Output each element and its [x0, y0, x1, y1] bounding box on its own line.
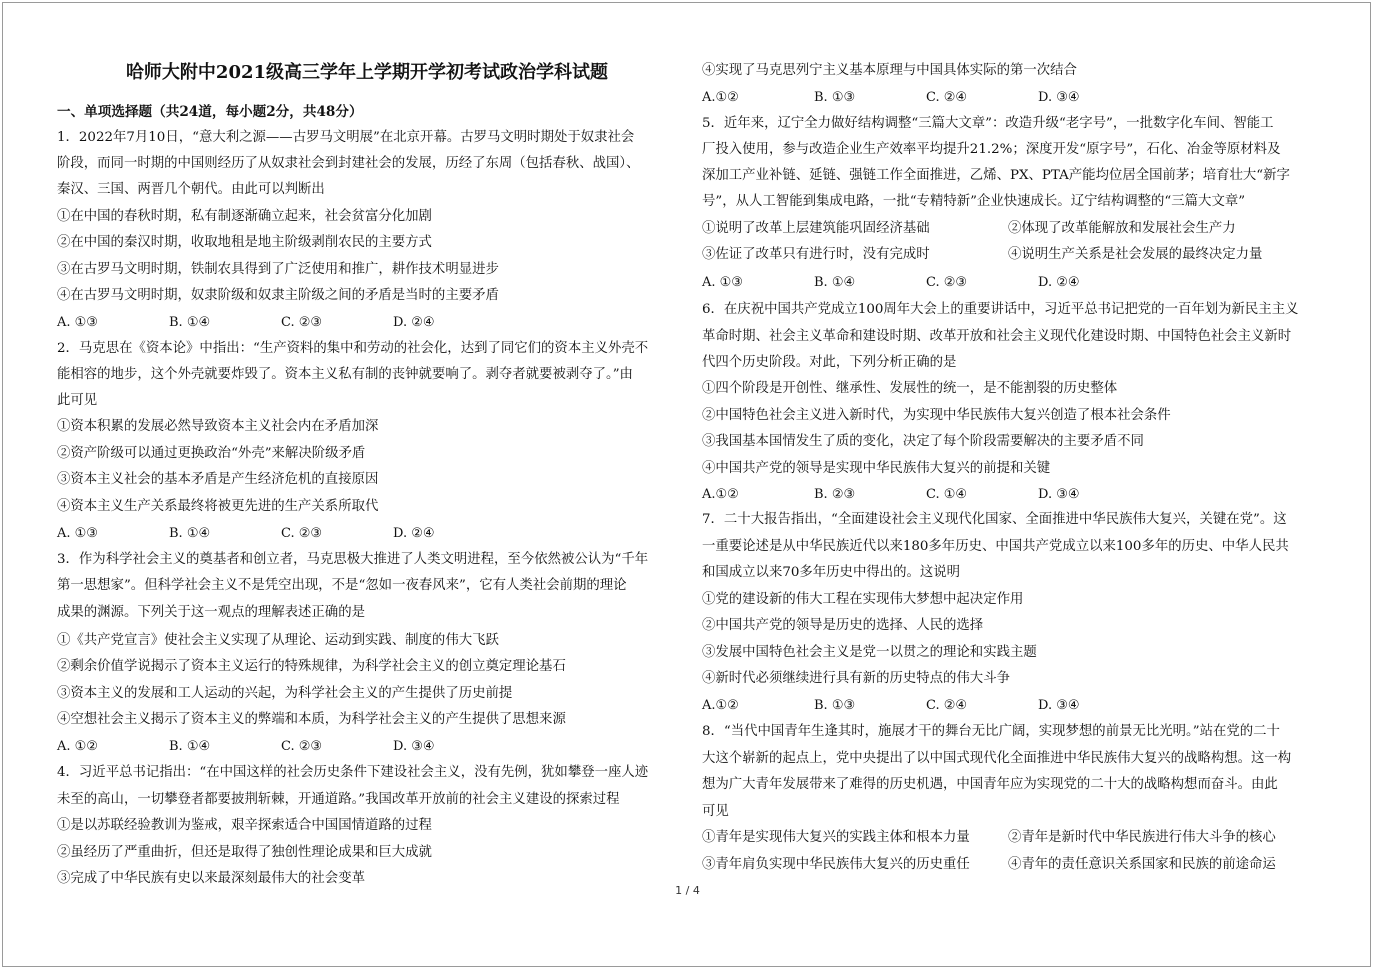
q2-statement: ①资本积累的发展必然导致资本主义社会内在矛盾加深	[57, 419, 379, 434]
option-b: B. ①③	[814, 698, 856, 713]
option-a: A.①②	[702, 487, 739, 502]
option-c: C. ②④	[926, 90, 968, 105]
option-b: B. ②③	[814, 487, 856, 502]
q1-line: 阶段，而同一时期的中国则经历了从奴隶社会到封建社会的发展，历经了东周（包括春秋、战国）、	[57, 156, 640, 171]
statement: ③佐证了改革只有进行时，没有完成时	[702, 247, 930, 262]
option-a: A.①②	[702, 698, 739, 713]
q8-line: 大这个崭新的起点上，党中央提出了以中国式现代化全面推进中华民族伟大复兴的战略构想。这一构	[702, 751, 1292, 766]
statement: ①青年是实现伟大复兴的实践主体和根本力量	[702, 830, 970, 845]
option-b: B. ①④	[169, 526, 211, 541]
q3-statement: ②剩余价值学说揭示了资本主义运行的特殊规律，为科学社会主义的创立奠定理论基石	[57, 659, 566, 674]
q7-statement: ①党的建设新的伟大工程在实现伟大梦想中起决定作用	[702, 592, 1024, 607]
q1-statement: ②在中国的秦汉时期，收取地租是地主阶级剥削农民的主要方式	[57, 235, 432, 250]
q5-line: 厂投入使用，参与改造企业生产效率平均提升21.2%；深度开发“原字号”，石化、冶金等原材料及	[702, 142, 1281, 157]
statement: ③青年肩负实现中华民族伟大复兴的历史重任	[702, 857, 970, 872]
option-d: D. ②④	[393, 315, 435, 330]
option-b: B. ①④	[814, 275, 856, 290]
q7-statement: ③发展中国特色社会主义是党一以贯之的理论和实践主题	[702, 645, 1037, 660]
q6-options	[702, 485, 1150, 505]
option-c: C. ②④	[926, 698, 968, 713]
q7-options	[702, 696, 1150, 716]
option-d: D. ③④	[1038, 487, 1080, 502]
q2-line: 能相容的地步，这个外壳就要炸毁了。资本主义私有制的丧钟就要响了。剥夺者就要被剥夺了。”由	[57, 367, 633, 382]
q2-statement: ④资本主义生产关系最终将被更先进的生产关系所取代	[57, 499, 379, 514]
q6-line: 代四个历史阶段。对此，下列分析正确的是	[702, 355, 957, 370]
option-c: C. ②③	[281, 315, 323, 330]
q1-statement: ①在中国的春秋时期，私有制逐渐确立起来，社会贫富分化加剧	[57, 209, 432, 224]
q4-line: 4．习近平总书记指出：“在中国这样的社会历史条件下建设社会主义，没有先例，犹如攀登一座人迹	[57, 765, 649, 780]
q6-statement: ③我国基本国情发生了质的变化，决定了每个阶段需要解决的主要矛盾不同	[702, 434, 1144, 449]
q8-line: 8．“当代中国青年生逢其时，施展才干的舞台无比广阔，实现梦想的前景无比光明。”站在党的二十	[702, 724, 1280, 739]
q8-line: 想为广大青年发展带来了难得的历史机遇，中国青年应为实现党的二十大的战略构想而奋斗。由此	[702, 777, 1278, 792]
section-heading: 一、单项选择题（共24道，每小题2分，共48分）	[57, 104, 363, 120]
option-b: B. ①④	[169, 315, 211, 330]
q3-line: 成果的渊源。下列关于这一观点的理解表述正确的是	[57, 605, 365, 620]
exam-title: 哈师大附中2021级高三学年上学期开学初考试政治学科试题	[125, 62, 609, 83]
q3-statement: ①《共产党宣言》使社会主义实现了从理论、运动到实践、制度的伟大飞跃	[57, 633, 499, 648]
q4-statement: ②虽经历了严重曲折，但还是取得了独创性理论成果和巨大成就	[57, 845, 432, 860]
option-c: C. ②③	[926, 275, 968, 290]
option-c: C. ②③	[281, 739, 323, 754]
q5-statement-pair	[702, 245, 1262, 265]
q4-statement: ④实现了马克思列宁主义基本原理与中国具体实际的第一次结合	[702, 63, 1077, 78]
option-a: A. ①②	[57, 739, 98, 754]
q7-statement: ④新时代必须继续进行具有新的历史特点的伟大斗争	[702, 671, 1010, 686]
q1-statement: ④在古罗马文明时期，奴隶阶级和奴隶主阶级之间的矛盾是当时的主要矛盾	[57, 288, 499, 303]
page-number: 1 / 4	[675, 884, 700, 897]
q8-statement-pair	[702, 855, 1276, 875]
q8-statement-pair	[702, 828, 1276, 848]
statement: ④说明生产关系是社会发展的最终决定力量	[1008, 247, 1263, 262]
statement: ④青年的责任意识关系国家和民族的前途命运	[1008, 857, 1276, 872]
option-a: A. ①③	[702, 275, 743, 290]
q4-statement: ①是以苏联经验教训为鉴戒，艰辛探索适合中国国情道路的过程	[57, 818, 432, 833]
q5-line: 深加工产业补链、延链、强链工作全面推进，乙烯、PX、PTA产能均位居全国前茅；培育壮大“新字	[702, 168, 1290, 183]
q3-line: 第一思想家”。但科学社会主义不是凭空出现，不是“忽如一夜春风来”，它有人类社会前期的理论	[57, 578, 627, 593]
q5-statement-pair	[702, 219, 1236, 239]
option-d: D. ②④	[1038, 275, 1080, 290]
q2-line: 2．马克思在《资本论》中指出：“生产资料的集中和劳动的社会化，达到了同它们的资本主义外壳不	[57, 341, 649, 356]
q2-options	[57, 524, 505, 544]
q3-statement: ③资本主义的发展和工人运动的兴起，为科学社会主义的产生提供了历史前提	[57, 686, 513, 701]
option-a: A.①②	[702, 90, 739, 105]
option-b: B. ①④	[169, 739, 211, 754]
q7-line: 一重要论述是从中华民族近代以来180多年历史、中国共产党成立以来100多年的历史、中华人民共	[702, 539, 1289, 554]
option-b: B. ①③	[814, 90, 856, 105]
option-d: D. ②④	[393, 526, 435, 541]
q1-line: 秦汉、三国、两晋几个朝代。由此可以判断出	[57, 182, 325, 197]
q3-statement: ④空想社会主义揭示了资本主义的弊端和本质，为科学社会主义的产生提供了思想来源	[57, 712, 566, 727]
option-d: D. ③④	[1038, 698, 1080, 713]
q4-statement: ③完成了中华民族有史以来最深刻最伟大的社会变革	[57, 871, 365, 886]
q7-statement: ②中国共产党的领导是历史的选择、人民的选择	[702, 618, 984, 633]
q5-line: 5．近年来，辽宁全力做好结构调整“三篇大文章”：改造升级“老字号”，一批数字化车间、智能工	[702, 116, 1274, 131]
q7-line: 和国成立以来70多年历史中得出的。这说明	[702, 565, 961, 580]
statement: ②体现了改革能解放和发展社会生产力	[1008, 221, 1236, 236]
option-c: C. ②③	[281, 526, 323, 541]
option-d: D. ③④	[393, 739, 435, 754]
q1-statement: ③在古罗马文明时期，铁制农具得到了广泛使用和推广，耕作技术明显进步	[57, 262, 499, 277]
statement: ②青年是新时代中华民族进行伟大斗争的核心	[1008, 830, 1276, 845]
q5-options	[702, 273, 1150, 293]
q4-line: 未至的高山，一切攀登者都要披荆斩棘，开通道路。”我国改革开放前的社会主义建设的探索过程	[57, 792, 620, 807]
q2-statement: ③资本主义社会的基本矛盾是产生经济危机的直接原因	[57, 472, 379, 487]
q4-options	[702, 88, 1150, 108]
q2-statement: ②资产阶级可以通过更换政治“外壳”来解决阶级矛盾	[57, 446, 366, 461]
q6-statement: ④中国共产党的领导是实现中华民族伟大复兴的前提和关键	[702, 461, 1051, 476]
q6-line: 革命时期、社会主义革命和建设时期、改革开放和社会主义现代化建设时期、中国特色社会主义新时	[702, 329, 1292, 344]
q2-line: 此可见	[57, 393, 98, 408]
q1-options	[57, 313, 505, 333]
option-a: A. ①③	[57, 526, 98, 541]
q3-line: 3．作为科学社会主义的奠基者和创立者，马克思极大推进了人类文明进程，至今依然被公认为“千年	[57, 552, 649, 567]
q6-statement: ①四个阶段是开创性、继承性、发展性的统一，是不能割裂的历史整体	[702, 381, 1118, 396]
q1-line: 1．2022年7月10日，“意大利之源——古罗马文明展”在北京开幕。古罗马文明时期处于奴隶社会	[57, 130, 635, 145]
q7-line: 7．二十大报告指出，“全面建设社会主义现代化国家、全面推进中华民族伟大复兴，关键在党”。这	[702, 512, 1287, 527]
q8-line: 可见	[702, 804, 729, 819]
q5-line: 号”，从人工智能到集成电路，一批“专精特新”企业快速成长。辽宁结构调整的“三篇大文章”	[702, 194, 1246, 209]
q3-options	[57, 737, 505, 757]
option-c: C. ①④	[926, 487, 968, 502]
statement: ①说明了改革上层建筑能巩固经济基础	[702, 221, 930, 236]
option-a: A. ①③	[57, 315, 98, 330]
option-d: D. ③④	[1038, 90, 1080, 105]
q6-statement: ②中国特色社会主义进入新时代，为实现中华民族伟大复兴创造了根本社会条件	[702, 408, 1171, 423]
q6-line: 6．在庆祝中国共产党成立100周年大会上的重要讲话中，习近平总书记把党的一百年划为新民主主义	[702, 302, 1299, 317]
